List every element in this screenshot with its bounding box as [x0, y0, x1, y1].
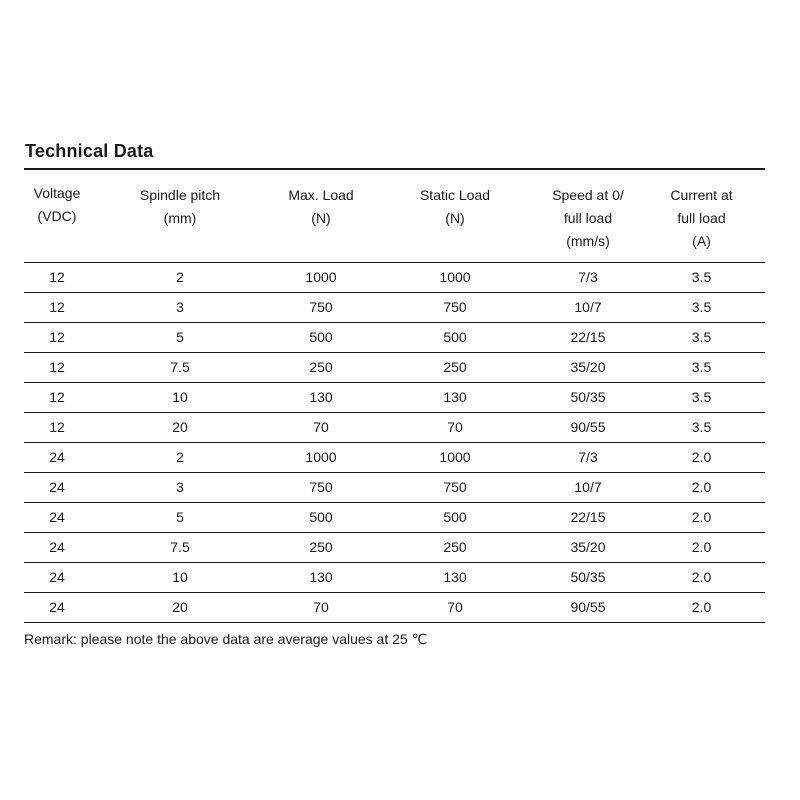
cell-speed: 7/3	[538, 442, 638, 472]
cell-max-load: 250	[270, 532, 372, 562]
cell-max-load: 70	[270, 592, 372, 622]
header-max-load	[270, 170, 372, 262]
cell-max-load: 70	[270, 412, 372, 442]
header-line: (mm/s)	[566, 233, 610, 249]
table-row	[24, 322, 765, 352]
cell-static-load: 750	[372, 472, 538, 502]
cell-speed: 50/35	[538, 562, 638, 592]
table-row	[24, 382, 765, 412]
cell-voltage: 24	[24, 472, 90, 502]
header-line: Max. Load	[288, 187, 354, 203]
technical-data-table	[24, 170, 765, 623]
cell-speed: 50/35	[538, 382, 638, 412]
cell-max-load: 750	[270, 472, 372, 502]
header-line: Voltage	[33, 185, 81, 201]
cell-voltage: 24	[24, 502, 90, 532]
cell-voltage: 12	[24, 292, 90, 322]
cell-spindle-pitch: 20	[90, 412, 270, 442]
header-line: (A)	[692, 233, 711, 249]
table-row	[24, 502, 765, 532]
cell-static-load: 750	[372, 292, 538, 322]
cell-spindle-pitch: 2	[90, 442, 270, 472]
cell-voltage: 12	[24, 322, 90, 352]
cell-spindle-pitch: 5	[90, 502, 270, 532]
cell-speed: 90/55	[538, 412, 638, 442]
cell-max-load: 130	[270, 562, 372, 592]
header-line: (VDC)	[37, 208, 77, 224]
section-title: Technical Data	[24, 138, 765, 170]
cell-speed: 35/20	[538, 352, 638, 382]
cell-voltage: 24	[24, 532, 90, 562]
cell-voltage: 12	[24, 262, 90, 292]
cell-static-load: 250	[372, 352, 538, 382]
cell-current: 2.0	[638, 502, 765, 532]
table-row	[24, 532, 765, 562]
cell-voltage: 24	[24, 562, 90, 592]
cell-max-load: 500	[270, 322, 372, 352]
cell-spindle-pitch: 5	[90, 322, 270, 352]
cell-voltage: 24	[24, 442, 90, 472]
cell-voltage: 12	[24, 352, 90, 382]
cell-max-load: 130	[270, 382, 372, 412]
cell-current: 3.5	[638, 322, 765, 352]
header-voltage	[24, 170, 90, 262]
cell-speed: 22/15	[538, 322, 638, 352]
cell-spindle-pitch: 3	[90, 292, 270, 322]
cell-spindle-pitch: 20	[90, 592, 270, 622]
cell-max-load: 1000	[270, 442, 372, 472]
cell-static-load: 1000	[372, 262, 538, 292]
cell-speed: 35/20	[538, 532, 638, 562]
cell-speed: 90/55	[538, 592, 638, 622]
header-line: (N)	[445, 210, 465, 226]
cell-spindle-pitch: 7.5	[90, 532, 270, 562]
header-line: Spindle pitch	[139, 187, 221, 203]
header-static-load	[372, 170, 538, 262]
table-row	[24, 262, 765, 292]
table-row	[24, 412, 765, 442]
cell-max-load: 750	[270, 292, 372, 322]
cell-spindle-pitch: 10	[90, 562, 270, 592]
technical-data-sheet	[24, 138, 765, 648]
cell-spindle-pitch: 7.5	[90, 352, 270, 382]
header-line: Static Load	[419, 187, 491, 203]
cell-static-load: 70	[372, 412, 538, 442]
header-line: Current at	[670, 187, 733, 203]
cell-current: 2.0	[638, 532, 765, 562]
cell-current: 3.5	[638, 262, 765, 292]
cell-static-load: 130	[372, 382, 538, 412]
table-row	[24, 352, 765, 382]
cell-voltage: 12	[24, 382, 90, 412]
cell-current: 3.5	[638, 412, 765, 442]
header-speed	[538, 170, 638, 262]
cell-speed: 10/7	[538, 472, 638, 502]
table-row	[24, 562, 765, 592]
table-body	[24, 262, 765, 622]
remark-note: Remark: please note the above data are average values at 25 ℃	[24, 630, 428, 647]
cell-voltage: 12	[24, 412, 90, 442]
cell-spindle-pitch: 2	[90, 262, 270, 292]
cell-spindle-pitch: 3	[90, 472, 270, 502]
table-header-row	[24, 170, 765, 262]
cell-voltage: 24	[24, 592, 90, 622]
header-spindle-pitch	[90, 170, 270, 262]
cell-max-load: 1000	[270, 262, 372, 292]
cell-current: 2.0	[638, 562, 765, 592]
cell-static-load: 1000	[372, 442, 538, 472]
cell-static-load: 70	[372, 592, 538, 622]
cell-current: 3.5	[638, 292, 765, 322]
cell-static-load: 500	[372, 502, 538, 532]
header-current	[638, 170, 765, 262]
cell-max-load: 250	[270, 352, 372, 382]
cell-current: 2.0	[638, 592, 765, 622]
header-line: Speed at 0/	[552, 187, 624, 203]
cell-current: 3.5	[638, 382, 765, 412]
cell-current: 2.0	[638, 472, 765, 502]
cell-static-load: 500	[372, 322, 538, 352]
table-row	[24, 292, 765, 322]
cell-current: 2.0	[638, 442, 765, 472]
cell-speed: 22/15	[538, 502, 638, 532]
header-line: (mm)	[163, 210, 197, 226]
cell-speed: 10/7	[538, 292, 638, 322]
header-line: (N)	[311, 210, 331, 226]
cell-static-load: 130	[372, 562, 538, 592]
header-line: full load	[677, 210, 726, 226]
cell-max-load: 500	[270, 502, 372, 532]
table-row	[24, 442, 765, 472]
header-line: full load	[563, 210, 613, 226]
cell-spindle-pitch: 10	[90, 382, 270, 412]
cell-static-load: 250	[372, 532, 538, 562]
cell-current: 3.5	[638, 352, 765, 382]
table-row	[24, 592, 765, 622]
table-row	[24, 472, 765, 502]
cell-speed: 7/3	[538, 262, 638, 292]
